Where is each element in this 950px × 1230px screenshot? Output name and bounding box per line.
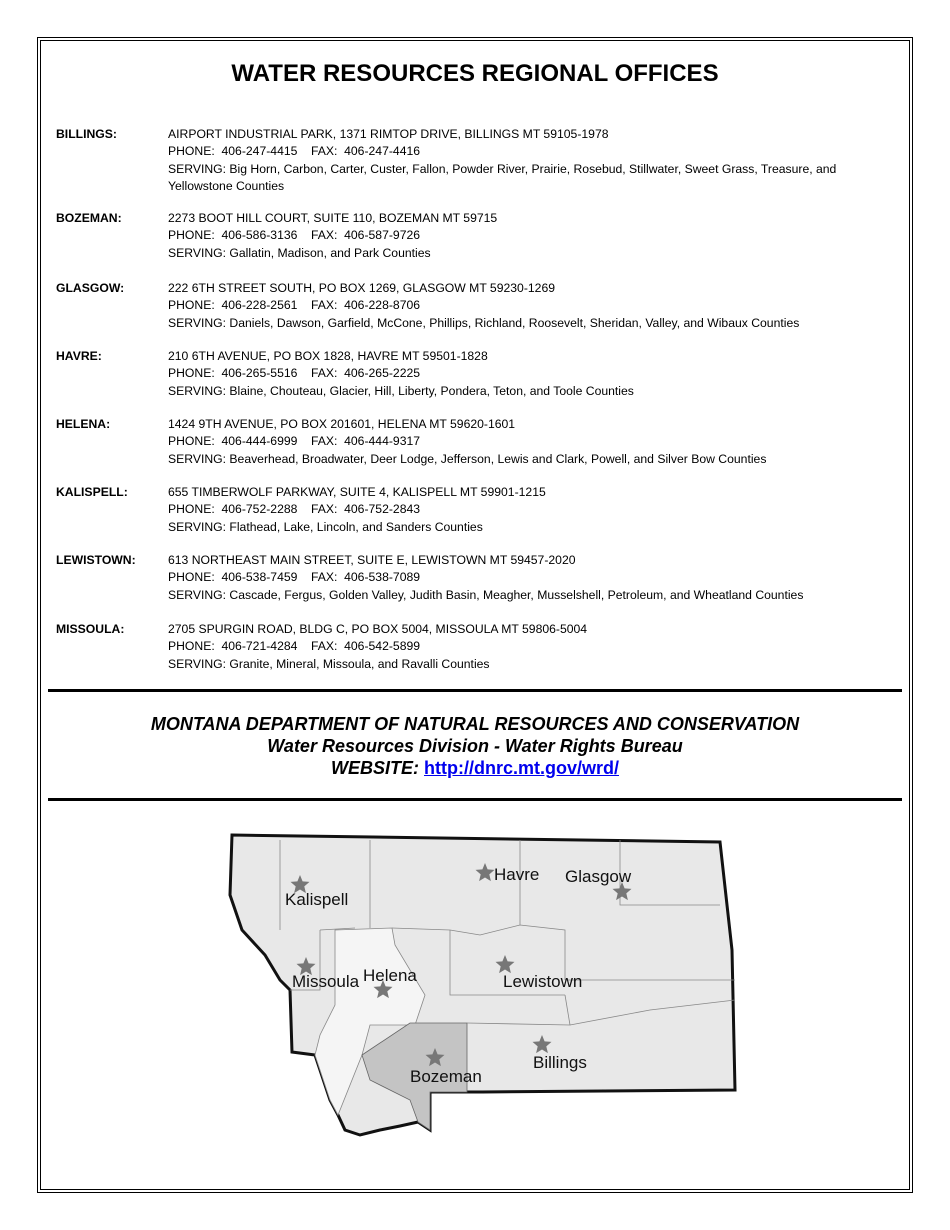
office-name: BOZEMAN:: [56, 211, 122, 225]
divider: [48, 798, 902, 801]
office-address: 222 6TH STREET SOUTH, PO BOX 1269, GLASGOW MT 59230-1269: [168, 281, 555, 295]
city-label: Kalispell: [285, 890, 349, 909]
montana-regions-map: [220, 830, 750, 1140]
website-link[interactable]: http://dnrc.mt.gov/wrd/: [424, 758, 619, 778]
office-serving: SERVING: Beaverhead, Broadwater, Deer Lodge, Jefferson, Lewis and Clark, Powell, and Silver Bow Counties: [168, 451, 767, 466]
city-label: Glasgow: [565, 867, 632, 886]
office-serving: SERVING: Daniels, Dawson, Garfield, McCone, Phillips, Richland, Roosevelt, Sheridan, Valley, and Wibaux Counties: [168, 315, 800, 330]
office-serving: SERVING: Cascade, Fergus, Golden Valley, Judith Basin, Meagher, Musselshell, Petroleum, and Wheatland Counties: [168, 587, 804, 602]
footer-department: MONTANA DEPARTMENT OF NATURAL RESOURCES AND CONSERVATION: [150, 714, 800, 734]
page-title: WATER RESOURCES REGIONAL OFFICES: [231, 60, 719, 87]
office-address: 1424 9TH AVENUE, PO BOX 201601, HELENA MT 59620-1601: [168, 417, 516, 431]
website-label: WEBSITE:: [330, 758, 419, 778]
office-entry: [56, 126, 886, 196]
city-label: Bozeman: [410, 1067, 482, 1086]
office-entry: [56, 416, 886, 468]
office-name: GLASGOW:: [56, 281, 125, 295]
office-address: 2273 BOOT HILL COURT, SUITE 110, BOZEMAN MT 59715: [168, 211, 498, 225]
office-phone: PHONE: 406-586-3136 FAX: 406-587-9726: [168, 228, 421, 243]
divider: [48, 689, 902, 692]
office-address: 210 6TH AVENUE, PO BOX 1828, HAVRE MT 59501-1828: [168, 349, 488, 363]
office-phone: PHONE: 406-721-4284 FAX: 406-542-5899: [168, 639, 421, 654]
office-phone: PHONE: 406-247-4415 FAX: 406-247-4416: [168, 144, 421, 159]
office-name: BILLINGS:: [56, 127, 117, 141]
office-name: HELENA:: [56, 417, 111, 431]
office-address: AIRPORT INDUSTRIAL PARK, 1371 RIMTOP DRIVE, BILLINGS MT 59105-1978: [168, 127, 609, 141]
city-label: Billings: [533, 1053, 587, 1072]
office-address: 655 TIMBERWOLF PARKWAY, SUITE 4, KALISPELL MT 59901-1215: [168, 485, 546, 499]
city-label: Helena: [363, 966, 417, 985]
city-label: Lewistown: [503, 972, 583, 991]
office-address: 613 NORTHEAST MAIN STREET, SUITE E, LEWISTOWN MT 59457-2020: [168, 553, 576, 567]
footer-website: [0, 757, 950, 779]
office-serving: SERVING: Gallatin, Madison, and Park Counties: [168, 245, 431, 260]
office-entry: [56, 280, 886, 332]
city-label: Missoula: [292, 972, 360, 991]
city-label: Havre: [494, 865, 540, 884]
office-serving: SERVING: Blaine, Chouteau, Glacier, Hill, Liberty, Pondera, Teton, and Toole Counties: [168, 383, 634, 398]
office-name: LEWISTOWN:: [56, 553, 136, 567]
footer-division: Water Resources Division - Water Rights Bureau: [267, 736, 683, 756]
office-entry: [56, 552, 886, 604]
office-phone: PHONE: 406-228-2561 FAX: 406-228-8706: [168, 298, 421, 313]
office-entry: [56, 484, 886, 536]
office-serving: SERVING: Granite, Mineral, Missoula, and Ravalli Counties: [168, 656, 490, 671]
office-phone: PHONE: 406-752-2288 FAX: 406-752-2843: [168, 502, 421, 517]
office-phone: PHONE: 406-538-7459 FAX: 406-538-7089: [168, 570, 421, 585]
office-name: MISSOULA:: [56, 622, 125, 636]
office-name: HAVRE:: [56, 349, 102, 363]
office-phone: PHONE: 406-265-5516 FAX: 406-265-2225: [168, 366, 421, 381]
office-serving: SERVING: Flathead, Lake, Lincoln, and Sanders Counties: [168, 519, 483, 534]
office-name: KALISPELL:: [56, 485, 128, 499]
office-entry: [56, 621, 886, 673]
office-entry: [56, 348, 886, 400]
office-entry: [56, 210, 886, 262]
office-address: 2705 SPURGIN ROAD, BLDG C, PO BOX 5004, MISSOULA MT 59806-5004: [168, 622, 588, 636]
office-serving: SERVING: Big Horn, Carbon, Carter, Custer, Fallon, Powder River, Prairie, Rosebud, Stillwater, Sweet Grass, Treasure, and Yellowstone Counties: [168, 161, 837, 194]
office-phone: PHONE: 406-444-6999 FAX: 406-444-9317: [168, 434, 421, 449]
